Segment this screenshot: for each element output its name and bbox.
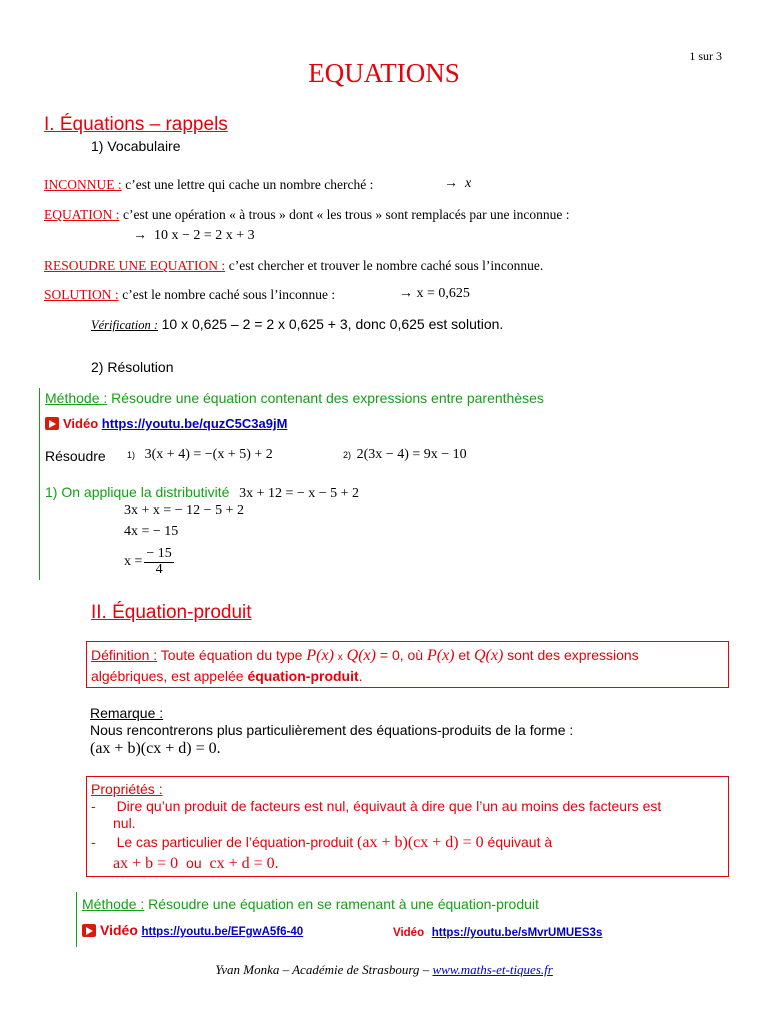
- definition-line-1: [91, 647, 639, 665]
- definition-inconnue: [44, 177, 373, 193]
- method-1-exercise-1: [127, 446, 273, 463]
- solution-example-value: x = 0,625: [416, 286, 470, 301]
- method-2-video-2-label: Vidéo: [393, 927, 425, 939]
- definition-expr-1: P(x): [306, 647, 334, 664]
- property-1-dash: -: [91, 798, 96, 814]
- verification-text: 10 x 0,625 – 2 = 2 x 0,625 + 3, donc 0,625 est solution.: [161, 316, 504, 332]
- properties-label: Propriétés :: [91, 781, 163, 797]
- method-1-video-label: Vidéo: [63, 416, 99, 431]
- footer-text: Yvan Monka – Académie de Strasbourg –: [215, 962, 430, 977]
- vocabulary-heading-text: 1) Vocabulaire: [91, 138, 181, 154]
- inconnue-example: [444, 176, 471, 192]
- method-2-video-1-label: Vidéo: [100, 922, 138, 938]
- method-2-text: Résoudre une équation en se ramenant à une équation-produit: [148, 896, 539, 912]
- document-title: EQUATIONS: [308, 58, 460, 88]
- method-1-exercise-2: [343, 446, 467, 463]
- definition-text-4: sont des expressions: [507, 647, 639, 663]
- method-1-resoudre-label: Résoudre: [45, 448, 106, 464]
- term-equation: EQUATION :: [44, 207, 120, 222]
- method-1-label: Méthode :: [45, 390, 108, 406]
- method-2-heading: [82, 896, 539, 912]
- page-number: 1 sur 3: [689, 49, 722, 63]
- method-2-video-1-link[interactable]: https://youtu.be/EFgwA5f6-40: [141, 926, 304, 938]
- exercise-2-number: 2): [343, 450, 352, 460]
- step-3-equation: 4x = − 15: [124, 524, 179, 539]
- property-2-line-2: [113, 855, 279, 873]
- video-play-icon: [45, 417, 59, 430]
- verification: [91, 316, 503, 333]
- remark-label: Remarque :: [90, 705, 164, 721]
- property-2-equation-a: ax + b = 0: [113, 855, 179, 872]
- footer-link[interactable]: www.maths-et-tiques.fr: [432, 962, 553, 977]
- step-4-numerator: − 15: [146, 546, 172, 561]
- verification-label: Vérification :: [91, 318, 158, 332]
- section-1-title: I. Équations – rappels: [44, 114, 228, 135]
- property-2-expression: (ax + b)(cx + d) = 0: [357, 834, 484, 851]
- property-1-line-1: Dire qu’un produit de facteurs est nul, équivaut à dire que l’un au moins des facteurs est: [116, 798, 662, 814]
- arrow-icon: →: [399, 286, 413, 301]
- exercise-1-equation: 3(x + 4) = −(x + 5) + 2: [144, 447, 273, 462]
- method-1-heading: [45, 390, 544, 406]
- inconnue-example-value: x: [465, 176, 472, 191]
- definition-text-2: = 0, où: [379, 647, 424, 663]
- definition-equation-text: c’est une opération « à trous » dont « les trous » sont remplacés par une inconnue :: [123, 207, 570, 222]
- method-1-margin-line: [39, 388, 40, 580]
- step-4-fraction: [144, 547, 173, 577]
- method-1-text: Résoudre une équation contenant des expressions entre parenthèses: [111, 390, 544, 406]
- property-2-equation-b: cx + d = 0.: [209, 855, 279, 872]
- vocabulary-heading: [91, 138, 181, 154]
- step-2-equation: 3x + x = − 12 − 5 + 2: [124, 503, 244, 518]
- definition-text-1: Toute équation du type: [160, 647, 303, 663]
- method-1-video: [45, 416, 287, 431]
- term-solution: SOLUTION :: [44, 287, 119, 302]
- definition-line-2-bold: équation-produit: [247, 668, 359, 684]
- step-4-lhs: x =: [124, 554, 143, 570]
- definition-line-2-end: .: [358, 668, 363, 684]
- step-4-equation: [124, 547, 174, 577]
- method-2-video-1: [82, 922, 303, 938]
- definition-solution: [44, 287, 335, 303]
- arrow-icon: →: [444, 176, 458, 191]
- step-1-text: 1) On applique la distributivité: [45, 484, 230, 500]
- step-1-equation: 3x + 12 = − x − 5 + 2: [239, 486, 360, 501]
- property-1-line-2: nul.: [113, 815, 136, 831]
- properties-box: [86, 776, 729, 877]
- definition-resoudre-text: c’est chercher et trouver le nombre caché sous l’inconnue.: [228, 258, 544, 273]
- term-inconnue: INCONNUE :: [44, 177, 122, 192]
- arrow-icon: →: [133, 228, 147, 243]
- definition-times: x: [337, 652, 343, 663]
- method-2-margin-line: [76, 892, 77, 947]
- definition-box: [86, 641, 729, 688]
- definition-expr-4: Q(x): [473, 647, 504, 664]
- definition-solution-text: c’est le nombre caché sous l’inconnue :: [122, 287, 336, 302]
- method-2-video-2-link[interactable]: https://youtu.be/sMvrUMUES3s: [431, 927, 603, 939]
- property-1: [91, 798, 661, 814]
- equation-example-value: 10 x − 2 = 2 x + 3: [154, 228, 255, 243]
- remark-expression: (ax + b)(cx + d) = 0.: [90, 740, 221, 757]
- method-1-video-link[interactable]: https://youtu.be/quzC5C3a9jM: [101, 416, 288, 431]
- definition-resoudre: [44, 258, 543, 274]
- definition-inconnue-text: c’est une lettre qui cache un nombre cherché :: [125, 177, 374, 192]
- method-2-video-2: [393, 924, 602, 939]
- property-2-text: Le cas particulier de l’équation-produit: [116, 834, 354, 850]
- term-resoudre: RESOUDRE UNE EQUATION :: [44, 258, 226, 273]
- footer: [0, 962, 768, 978]
- property-2: [91, 834, 552, 852]
- equation-example: [133, 228, 255, 244]
- definition-text-3: et: [458, 647, 471, 663]
- property-2-ou: ou: [186, 855, 202, 871]
- definition-expr-2: Q(x): [346, 647, 376, 664]
- definition-label: Définition :: [91, 647, 158, 663]
- resolution-heading-text: 2) Résolution: [91, 359, 174, 375]
- property-2-end: équivaut à: [487, 834, 553, 850]
- method-1-step-1: [45, 484, 359, 502]
- property-2-dash: -: [91, 834, 96, 850]
- definition-line-2: [91, 668, 363, 684]
- definition-expr-3: P(x): [426, 647, 455, 664]
- resolution-heading: [91, 359, 174, 375]
- method-2-label: Méthode :: [82, 896, 145, 912]
- exercise-1-number: 1): [127, 450, 136, 460]
- video-play-icon: [82, 924, 96, 937]
- exercise-2-equation: 2(3x − 4) = 9x − 10: [356, 447, 467, 462]
- step-4-denominator: 4: [155, 561, 163, 577]
- definition-equation: [44, 207, 570, 223]
- remark-text: Nous rencontrerons plus particulièrement des équations-produits de la forme :: [90, 722, 574, 738]
- section-2-title: II. Équation-produit: [91, 602, 252, 623]
- solution-example: [399, 286, 470, 302]
- definition-line-2-text: algébriques, est appelée: [91, 668, 244, 684]
